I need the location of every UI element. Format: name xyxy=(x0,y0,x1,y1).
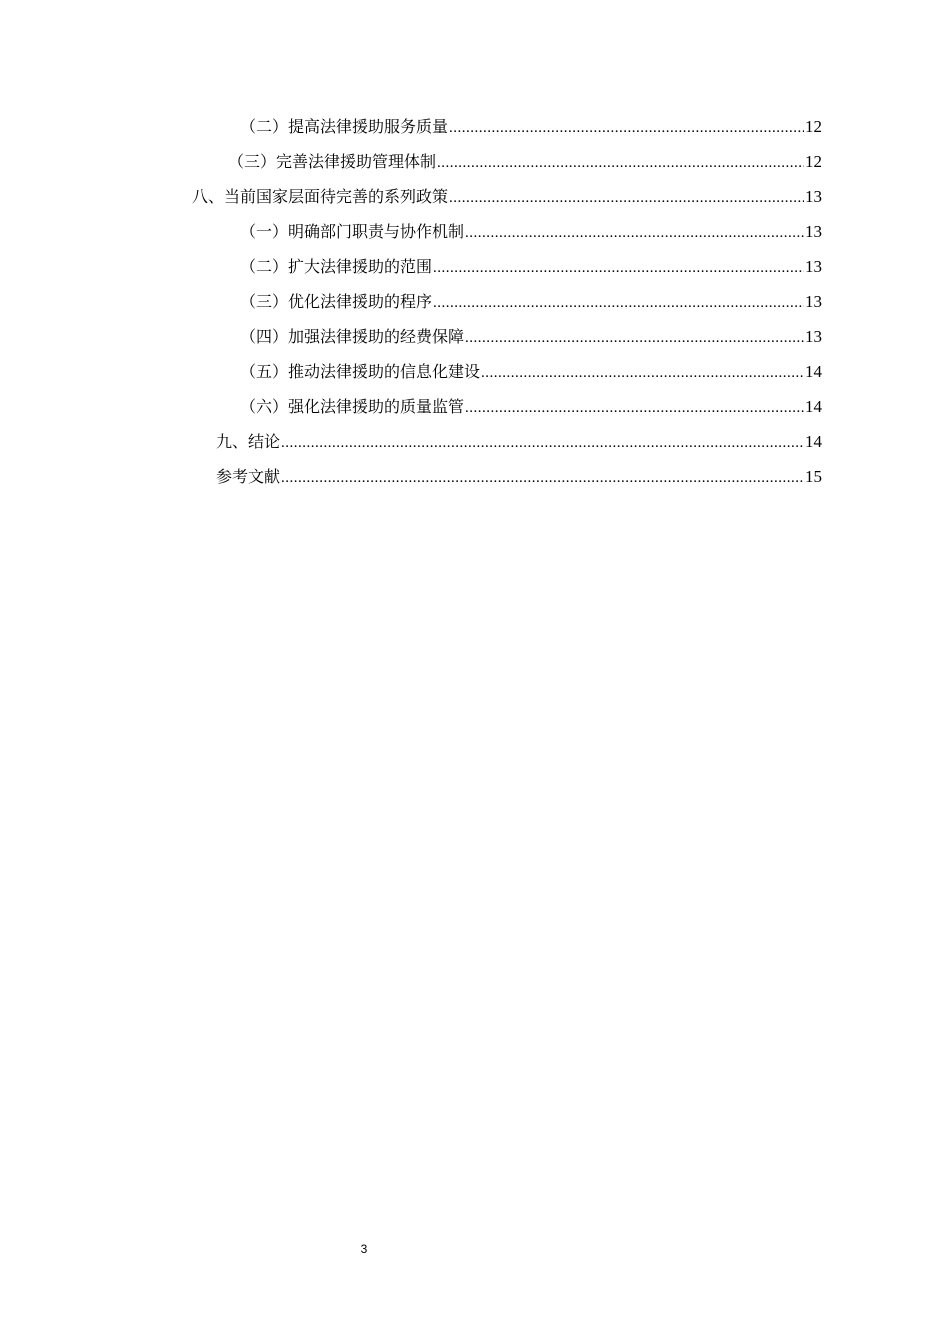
toc-entry-label: 八、当前国家层面待完善的系列政策 xyxy=(192,187,449,206)
toc-entry-page: 14 xyxy=(805,432,822,451)
toc-entry[interactable] xyxy=(228,150,822,174)
toc-entry-page: 12 xyxy=(805,117,822,136)
toc-entry[interactable] xyxy=(240,255,822,279)
toc-entry-label: 九、结论 xyxy=(216,432,281,451)
toc-entry-page: 14 xyxy=(805,362,822,381)
dot-leader xyxy=(481,361,804,385)
toc-entry-label: （四）加强法律援助的经费保障 xyxy=(240,327,465,346)
dot-leader xyxy=(449,116,804,140)
dot-leader xyxy=(433,291,804,315)
toc-entry[interactable] xyxy=(192,185,822,209)
toc-entry[interactable] xyxy=(240,220,822,244)
dot-leader xyxy=(281,466,804,490)
toc-entry-label: （二）扩大法律援助的范围 xyxy=(240,257,433,276)
toc-entry[interactable] xyxy=(216,430,822,454)
toc-entry-label: （六）强化法律援助的质量监管 xyxy=(240,397,465,416)
toc-entry[interactable] xyxy=(240,325,822,349)
toc-entry-label: （三）优化法律援助的程序 xyxy=(240,292,433,311)
toc-entry[interactable] xyxy=(240,115,822,139)
toc-entry-label: （一）明确部门职责与协作机制 xyxy=(240,222,465,241)
toc-entry-label: （二）提高法律援助服务质量 xyxy=(240,117,449,136)
dot-leader xyxy=(433,256,804,280)
toc-entry-label: 参考文献 xyxy=(216,467,281,486)
toc-entry-label: （五）推动法律援助的信息化建设 xyxy=(240,362,481,381)
toc-entry-page: 12 xyxy=(805,152,822,171)
dot-leader xyxy=(465,326,804,350)
toc-entry-page: 13 xyxy=(805,222,822,241)
toc-entry-page: 13 xyxy=(805,327,822,346)
toc-entry-label: （三）完善法律援助管理体制 xyxy=(228,152,437,171)
dot-leader xyxy=(449,186,804,210)
toc-entry[interactable] xyxy=(240,360,822,384)
dot-leader xyxy=(465,221,804,245)
dot-leader xyxy=(437,151,804,175)
toc-entry[interactable] xyxy=(216,465,822,489)
dot-leader xyxy=(281,431,804,455)
toc-entry[interactable] xyxy=(240,395,822,419)
toc-entry-page: 14 xyxy=(805,397,822,416)
toc-entry-page: 13 xyxy=(805,257,822,276)
page-number: 3 xyxy=(360,1242,368,1256)
toc-entry-page: 15 xyxy=(805,467,822,486)
dot-leader xyxy=(465,396,804,420)
toc-entry[interactable] xyxy=(240,290,822,314)
toc-entry-page: 13 xyxy=(805,187,822,206)
toc-entry-page: 13 xyxy=(805,292,822,311)
